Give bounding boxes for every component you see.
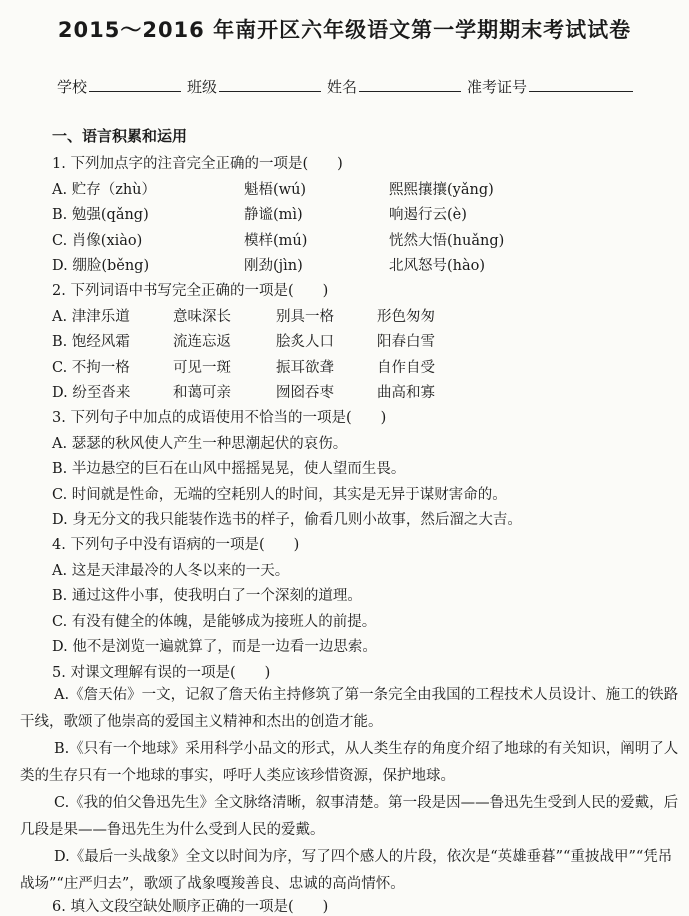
q2-c-2: 可见一斑 xyxy=(173,360,231,376)
q1-d-3: 北风怒号(hào) xyxy=(389,258,486,274)
q2-row-d xyxy=(52,381,435,402)
q1-c-3: 恍然大悟(huǎng) xyxy=(389,233,505,249)
q4-option-b: B. 通过这件小事，使我明白了一个深刻的道理。 xyxy=(52,588,362,604)
q2-c-1: C. 不拘一格 xyxy=(52,360,130,376)
q1-d-1: D. 绷脸(běng) xyxy=(52,258,150,274)
q1-a-3: 熙熙攘攘(yǎng) xyxy=(389,182,494,198)
student-info-row xyxy=(57,76,657,97)
q6-stem: 6. 填入文段空缺处顺序正确的一项是( ) xyxy=(52,899,329,915)
q1-a-2: 魁梧(wú) xyxy=(244,182,307,198)
q3-option-b: B. 半边悬空的巨石在山风中摇摇晃晃，使人望而生畏。 xyxy=(52,461,406,477)
q2-d-4: 曲高和寡 xyxy=(377,385,435,401)
q2-row-a xyxy=(52,305,435,326)
q3-stem: 3. 下列句子中加点的成语使用不恰当的一项是( ) xyxy=(52,410,387,426)
q2-a-3: 别具一格 xyxy=(276,309,334,325)
q3-option-a: A. 瑟瑟的秋风使人产生一种思潮起伏的哀伤。 xyxy=(52,436,348,452)
q1-b-2: 静谧(mì) xyxy=(244,207,303,223)
q1-a-1: A. 贮存（zhù） xyxy=(52,182,157,198)
q2-a-4: 形色匆匆 xyxy=(377,309,435,325)
q5-option-b: B.《只有一个地球》采用科学小品文的形式，从人类生存的角度介绍了地球的有关知识，阐明了人类的生存只有一个地球的事实，呼吁人类应该珍惜资源，保护地球。 xyxy=(20,741,679,784)
q1-b-1: B. 勉强(qǎng) xyxy=(52,207,149,223)
q2-b-4: 阳春白雪 xyxy=(377,334,435,350)
q3-option-d: D. 身无分文的我只能装作选书的样子，偷看几则小故事，然后溜之大吉。 xyxy=(52,512,522,528)
class-blank[interactable] xyxy=(219,76,321,92)
q5-option-c: C.《我的伯父鲁迅先生》全文脉络清晰，叙事清楚。第一段是因——鲁迅先生受到人民的爱戴，后几段是果——鲁迅先生为什么受到人民的爱戴。 xyxy=(20,795,679,838)
q4-stem: 4. 下列句子中没有语病的一项是( ) xyxy=(52,537,300,553)
section-heading: 一、语言积累和运用 xyxy=(52,127,188,145)
q2-c-4: 自作自受 xyxy=(377,360,435,376)
q2-d-1: D. 纷至沓来 xyxy=(52,385,131,401)
q1-row-a xyxy=(52,178,494,199)
q2-c-3: 振耳欲聋 xyxy=(276,360,334,376)
exam-title: 2015～2016 年南开区六年级语文第一学期期末考试试卷 xyxy=(57,18,632,42)
q2-b-1: B. 饱经风霜 xyxy=(52,334,130,350)
q5-option-a: A.《詹天佑》一文，记叙了詹天佑主持修筑了第一条完全由我国的工程技术人员设计、施工的铁路干线，歌颂了他崇高的爱国主义精神和杰出的创造才能。 xyxy=(20,687,679,730)
info-label-school: 学校 xyxy=(57,78,88,96)
info-label-name: 姓名 xyxy=(327,78,358,96)
q2-b-3: 脍炙人口 xyxy=(276,334,334,350)
q1-c-2: 模样(mú) xyxy=(244,233,308,249)
q4-option-d: D. 他不是浏览一遍就算了，而是一边看一边思索。 xyxy=(52,639,377,655)
q2-row-c xyxy=(52,356,435,377)
q2-a-1: A. 津津乐道 xyxy=(52,309,130,325)
q1-d-2: 刚劲(jìn) xyxy=(244,258,303,274)
q1-b-3: 响遏行云(è) xyxy=(389,207,467,223)
q2-b-2: 流连忘返 xyxy=(173,334,231,350)
q1-row-c xyxy=(52,229,504,250)
info-label-class: 班级 xyxy=(187,78,218,96)
q1-row-d xyxy=(52,254,485,275)
q5-option-d: D.《最后一头战象》全文以时间为序，写了四个感人的片段，依次是“英雄垂暮”“重披战甲”“凭吊战场”“庄严归去”，歌颂了战象嘎羧善良、忠诚的高尚情怀。 xyxy=(20,849,673,892)
q1-stem: 1. 下列加点字的注音完全正确的一项是( ) xyxy=(52,156,343,172)
q2-row-b xyxy=(52,330,435,351)
q4-option-a: A. 这是天津最冷的人冬以来的一天。 xyxy=(52,563,290,579)
q5-stem: 5. 对课文理解有误的一项是( ) xyxy=(52,665,271,681)
name-blank[interactable] xyxy=(359,76,461,92)
q1-row-b xyxy=(52,203,467,224)
exam-number-blank[interactable] xyxy=(529,76,633,92)
school-blank[interactable] xyxy=(89,76,181,92)
q2-a-2: 意味深长 xyxy=(173,309,231,325)
q3-option-c: C. 时间就是性命，无端的空耗别人的时间，其实是无异于谋财害命的。 xyxy=(52,487,507,503)
q2-stem: 2. 下列词语中书写完全正确的一项是( ) xyxy=(52,283,329,299)
q4-option-c: C. 有没有健全的体魄，是能够成为接班人的前提。 xyxy=(52,614,377,630)
q2-d-3: 囫囵吞枣 xyxy=(276,385,334,401)
info-label-exam-number: 准考证号 xyxy=(467,78,528,96)
q1-c-1: C. 肖像(xiào) xyxy=(52,233,143,249)
q2-d-2: 和蔼可亲 xyxy=(173,385,231,401)
